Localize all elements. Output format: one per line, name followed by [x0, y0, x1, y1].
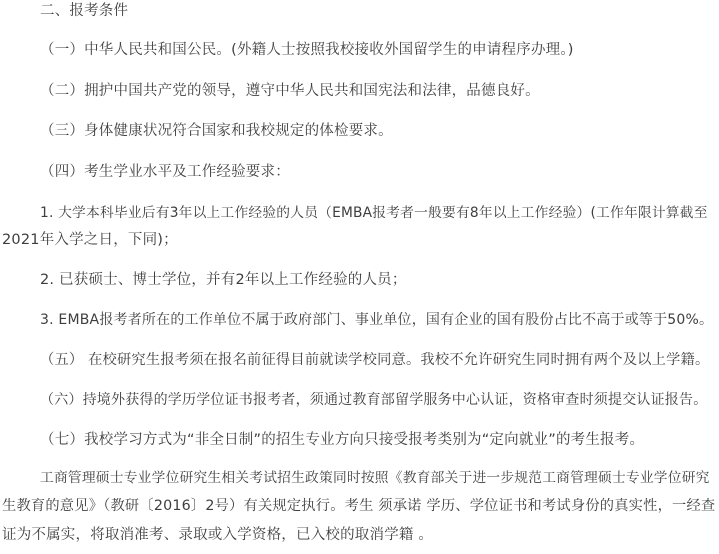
condition-2: （二）拥护中国共产党的领导，遵守中华人民共和国宪法和法律，品德良好。: [40, 83, 540, 99]
section-heading: 二、报考条件: [40, 3, 129, 19]
condition-5: （五） 在校研究生报考须在报名前征得目前就读学校同意。我校不允许研究生同时拥有两个及以上学籍。: [40, 352, 710, 368]
policy-paragraph-line-3: 证为不属实，将取消准考、录取或入学资格，已入校的取消学籍 。: [2, 527, 434, 543]
condition-6: （六）持境外获得的学历学位证书报考者，须通过教育部留学服务中心认证，资格审查时须提交认证报告。: [40, 392, 708, 408]
policy-paragraph-line-2: 生教育的意见》（教研〔2016〕2号）有关规定执行。考生 须承诺 学历、学位证书和考试身份的真实性，一经查: [2, 498, 716, 514]
condition-4: （四）考生学业水平及工作经验要求：: [40, 164, 290, 180]
requirement-item-1-line-1: 1. 大学本科毕业后有3年以上工作经验的人员（EMBA报考者一般要有8年以上工作经验）(工作年限计算截至: [40, 205, 708, 221]
condition-7: （七）我校学习方式为“非全日制”的招生专业方向只接受报考类别为“定向就业”的考生报考。: [40, 432, 645, 448]
condition-1: （一）中华人民共和国公民。(外籍人士按照我校接收外国留学生的申请程序办理。): [40, 42, 574, 58]
requirement-item-1-line-2: 2021年入学之日，下同)；: [2, 232, 178, 248]
condition-3: （三）身体健康状况符合国家和我校规定的体检要求。: [40, 123, 393, 139]
requirement-item-2: 2. 已获硕士、博士学位，并有2年以上工作经验的人员；: [40, 272, 407, 288]
requirement-item-3: 3. EMBA报考者所在的工作单位不属于政府部门、事业单位，国有企业的国有股份占比不高于或等于50%。: [40, 312, 714, 328]
policy-paragraph-line-1: 工商管理硕士专业学位研究生相关考试招生政策同时按照《教育部关于进一步规范工商管理硕士专业学位研究: [40, 470, 710, 486]
